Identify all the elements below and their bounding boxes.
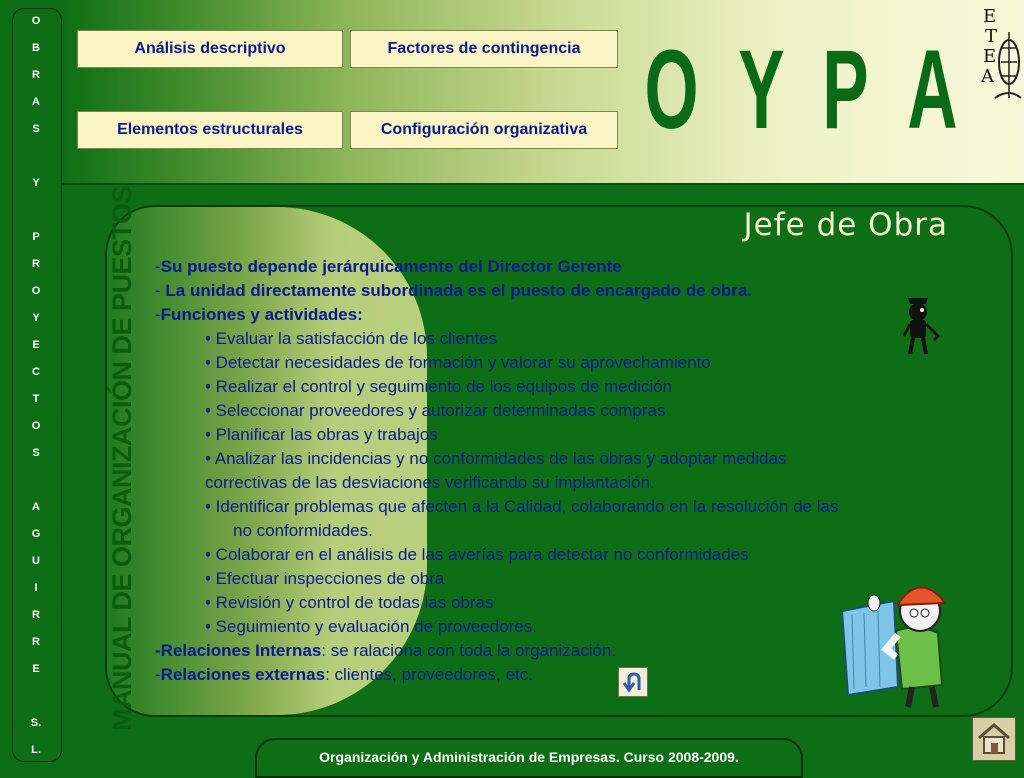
back-button[interactable] [618, 667, 648, 697]
sidebar-letter: S [32, 123, 40, 135]
relations-internal-text: : se ralaciona con toda la organización. [321, 641, 617, 660]
subordinate-text: La unidad directamente subordinada es el puesto de encargado de obra. [165, 281, 753, 300]
activity-item: • Detectar necesidades de formación y valorar su aprovechamiento [205, 353, 711, 372]
sidebar-letter: C [32, 366, 40, 378]
brand-title [628, 20, 973, 160]
sidebar-letter: R [32, 636, 40, 648]
relations-internal-label: -Relaciones Internas [155, 641, 322, 660]
nav-button-elementos-estructurales[interactable]: Elementos estructurales [77, 111, 343, 149]
logo-letter: E [983, 6, 997, 27]
nav-button-configuracion-organizativa[interactable]: Configuración organizativa [350, 111, 618, 149]
activity-item: • Evaluar la satisfacción de los clientes [205, 329, 498, 348]
brand-letter: A [907, 27, 958, 152]
description-line [155, 279, 965, 303]
sidebar-company-name [12, 8, 60, 764]
brand-letter: P [822, 27, 869, 152]
etea-logo [975, 2, 1023, 106]
nav-button-analisis-descriptivo[interactable]: Análisis descriptivo [77, 30, 343, 68]
description-line [155, 303, 965, 327]
engineer-blueprint-icon [838, 575, 950, 710]
activity-item-continuation: correctivas de las desviaciones verificando su implantación. [205, 473, 655, 492]
dash: - [155, 305, 161, 324]
logo-letter: T [985, 26, 998, 47]
sidebar-letter: R [32, 258, 40, 270]
activity-item: • Analizar las incidencias y no conformidades de las obras y adoptar medidas [205, 449, 787, 468]
job-title: Jefe de Obra [743, 207, 948, 243]
sidebar-letter: S [32, 447, 40, 459]
sidebar-letter: L. [31, 744, 41, 756]
sidebar-letter: G [31, 528, 41, 540]
logo-letter: E [983, 46, 997, 67]
sidebar-letter: U [32, 555, 40, 567]
manager-figure-icon [898, 296, 944, 356]
sidebar-letter: E [32, 339, 40, 351]
sidebar-letter: S. [30, 717, 42, 729]
brand-letter: Y [738, 27, 785, 152]
sidebar-letter: O [31, 420, 41, 432]
u-turn-back-icon [621, 670, 645, 694]
home-icon [976, 722, 1012, 756]
sidebar-letter: E [32, 663, 40, 675]
sidebar-letter: Y [32, 177, 40, 189]
activity-item: • Revisión y control de todas las obras [205, 593, 494, 612]
home-button[interactable] [972, 717, 1016, 761]
sidebar-letter: Y [32, 312, 40, 324]
dash: - [155, 281, 166, 300]
sidebar-letter: R [32, 69, 40, 81]
sidebar-letter: P [32, 231, 40, 243]
activity-item: • Seguimiento y evaluación de proveedores. [205, 617, 537, 636]
activity-item-continuation: no conformidades. [233, 521, 373, 540]
sidebar-letter: O [31, 15, 41, 27]
activity-item: • Efectuar inspecciones de obra [205, 569, 445, 588]
functions-heading: Funciones y actividades: [160, 305, 363, 324]
dash: - [155, 665, 161, 684]
logo-letter: A [981, 66, 994, 87]
brand-letter: O [644, 27, 699, 152]
dash: - [155, 257, 161, 276]
relations-external-label: Relaciones externas [160, 665, 326, 684]
sidebar-letter: A [32, 501, 40, 513]
activity-item: • Realizar el control y seguimiento de los equipos de medición [205, 377, 673, 396]
activity-item: • Identificar problemas que afecten a la Calidad, colaborando en la resolución de las [205, 497, 839, 516]
relations-external-text: : clientes, proveedores, etc. [325, 665, 533, 684]
reports-to-text: Su puesto depende jerárquicamente del Director Gerente [160, 257, 622, 276]
manual-vertical-title: MANUAL DE ORGANIZACIÓN DE PUESTOS [107, 185, 138, 731]
description-line [155, 255, 965, 279]
sidebar-letter: B [32, 42, 40, 54]
footer-course: Organización y Administración de Empresas. Curso 2008-2009. [255, 738, 803, 778]
sidebar-letter: I [34, 582, 38, 594]
sidebar-letter: A [32, 96, 40, 108]
nav-button-factores-contingencia[interactable]: Factores de contingencia [350, 30, 618, 68]
activity-item: • Planificar las obras y trabajos [205, 425, 438, 444]
activity-item: • Seleccionar proveedores y autorizar determinadas compras [205, 401, 666, 420]
sidebar-letter: O [31, 285, 41, 297]
activity-item: • Colaborar en el análisis de las averías para detectar no conformidades [205, 545, 749, 564]
sidebar-letter: T [32, 393, 40, 405]
manual-vertical-title-wrap [103, 185, 143, 731]
sidebar-letter: R [32, 609, 40, 621]
